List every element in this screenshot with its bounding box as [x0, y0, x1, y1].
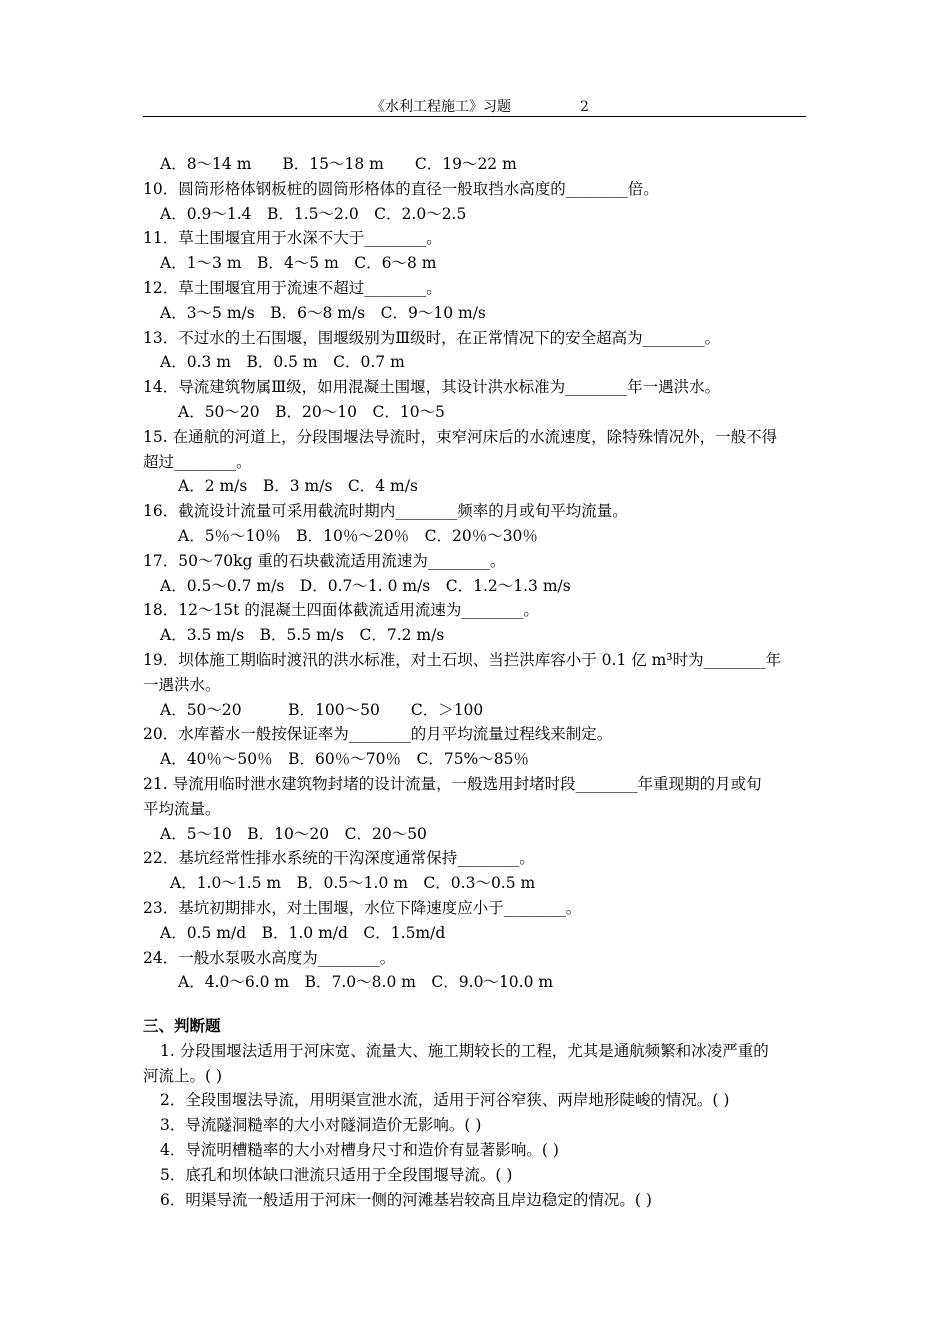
page-header	[143, 98, 806, 117]
q14-text: 14．导流建筑物属Ⅲ级，如用混凝土围堰，其设计洪水标准为________年一遇洪水。	[143, 378, 721, 397]
header-title: 《水利工程施工》习题	[371, 99, 511, 115]
q22-text: 22．基坑经常性排水系统的干沟深度通常保持________。	[143, 849, 535, 868]
q16-text: 16．截流设计流量可采用截流时期内________频率的月或旬平均流量。	[143, 502, 628, 521]
tf-5: 5．底孔和坝体缺口泄流只适用于全段围堰导流。( )	[160, 1165, 513, 1184]
tf-6: 6．明渠导流一般适用于河床一侧的河滩基岩较高且岸边稳定的情况。( )	[160, 1190, 652, 1209]
section-spacer	[143, 995, 806, 1014]
tf-2: 2．全段围堰法导流，用明渠宣泄水流，适用于河谷窄狭、两岸地形陡峻的情况。( )	[160, 1091, 730, 1110]
q24-text: 24．一般水泵吸水高度为________。	[143, 948, 396, 967]
q19-text: 19．坝体施工期临时渡汛的洪水标准，对土石坝、当拦洪库容小于 0.1 亿 m³时为________年	[143, 650, 782, 669]
tf-3: 3．导流隧洞糙率的大小对隧洞造价无影响。( )	[160, 1116, 482, 1135]
q15-text: 15. 在通航的河道上，分段围堰法导流时，束窄河床后的水流速度，除特殊情况外，一般不得	[143, 427, 778, 446]
q10-options: A．0.9～1.4 B．1.5～2.0 C．2.0～2.5	[160, 204, 467, 223]
q14-options: A．50～20 B．20～10 C．10～5	[178, 402, 445, 421]
q17-text: 17．50～70kg 重的石块截流适用流速为________。	[143, 551, 506, 570]
q18-options: A．3.5 m/s B．5.5 m/s C．7.2 m/s	[160, 626, 445, 645]
q12-text: 12．草土围堰宜用于流速不超过________。	[143, 278, 442, 297]
q13-text: 13．不过水的土石围堰，围堰级别为Ⅲ级时，在正常情况下的安全超高为________。	[143, 328, 721, 347]
q10-text: 10．圆筒形格体钢板桩的圆筒形格体的直径一般取挡水高度的________倍。	[143, 179, 659, 198]
q13-options: A．0.3 m B．0.5 m C．0.7 m	[160, 353, 405, 372]
q9-options: A．8～14 m B．15～18 m C．19～22 m	[160, 155, 517, 173]
q23-text: 23．基坑初期排水，对土围堰，水位下降速度应小于________。	[143, 898, 582, 917]
document-body	[143, 152, 806, 1212]
q20-text: 20．水库蓄水一般按保证率为________的月平均流量过程线来制定。	[143, 725, 613, 744]
q15-text-cont: 超过________。	[143, 452, 252, 471]
q21-options: A．5～10 B．10～20 C．20～50	[160, 824, 427, 843]
section-title: 三、判断题	[143, 1016, 221, 1036]
q20-options: A．40％～50％ B．60％～70％ C．75%～85％	[160, 750, 530, 769]
tf-1-cont: 河流上。( )	[143, 1066, 223, 1085]
tf-4: 4．导流明槽糙率的大小对槽身尺寸和造价有显著影响。( )	[160, 1141, 559, 1160]
q12-options: A．3～5 m/s B．6～8 m/s C．9～10 m/s	[160, 303, 486, 322]
q21-text: 21. 导流用临时泄水建筑物封堵的设计流量，一般选用封堵时段________年重现期的月或旬	[143, 774, 762, 793]
q18-text: 18．12～15t 的混凝土四面体截流适用流速为________。	[143, 601, 539, 620]
q16-options: A．5％～10％ B．10％～20％ C．20％～30％	[178, 526, 538, 545]
q23-options: A．0.5 m/d B．1.0 m/d C．1.5m/d	[160, 923, 446, 942]
page-number: 2	[580, 99, 589, 115]
q22-options: A．1.0～1.5 m B．0.5～1.0 m C．0.3～0.5 m	[170, 874, 536, 893]
q19-text-cont: 一遇洪水。	[143, 675, 221, 694]
q21-text-cont: 平均流量。	[143, 799, 221, 818]
q11-options: A．1～3 m B．4～5 m C．6～8 m	[160, 254, 437, 273]
tf-1: 1. 分段围堰法适用于河床宽、流量大、施工期较长的工程，尤其是通航频繁和冰凌严重的	[160, 1041, 769, 1060]
q17-options: A．0.5～0.7 m/s D．0.7～1. 0 m/s C．1.2～1.3 m/s	[160, 576, 571, 595]
q11-text: 11．草土围堰宜用于水深不大于________。	[143, 229, 442, 248]
q24-options: A．4.0～6.0 m B．7.0～8.0 m C．9.0～10.0 m	[178, 973, 554, 992]
q15-options: A．2 m/s B．3 m/s C．4 m/s	[178, 477, 418, 496]
q19-options: A．50～20 B．100～50 C．＞100	[160, 700, 484, 719]
